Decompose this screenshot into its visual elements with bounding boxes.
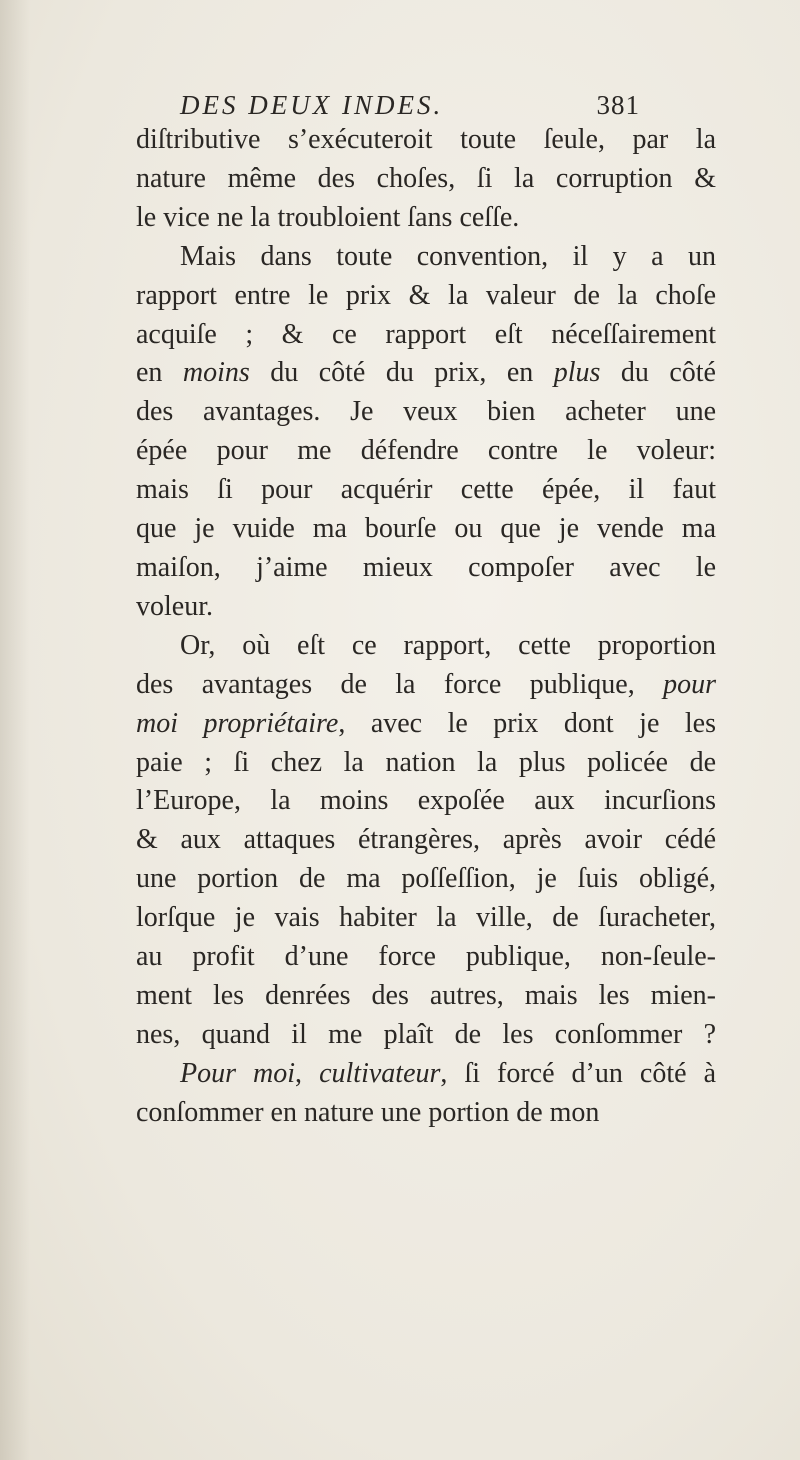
text-line: Pour moi, cultivateur, ſi forcé d’un côté à [180,1057,717,1089]
text-line: épée pour me défendre contre le voleur: [136,435,716,467]
gutter-shadow [0,0,30,1460]
text-line: mais ſi pour acquérir cette épée, il faut [136,474,716,506]
running-title: DES DEUX INDES. [180,90,444,120]
text-line: lorſque je vais habiter la ville, de ſuracheter, [136,902,716,934]
text-line: acquiſe ; & ce rapport eſt néceſſairement [136,318,716,350]
text-line: nature même des choſes, ſi la corruption & [136,162,716,194]
text-line: voleur. [136,590,213,622]
text-line: l’Europe, la moins expoſée aux incurſions [136,785,716,817]
text-line: nes, quand il me plaît de les conſommer ? [136,1018,716,1050]
text-line: en moins du côté du prix, en plus du côté [136,357,716,389]
body-text [136,121,716,1133]
text-line: moi propriétaire, avec le prix dont je les [136,707,716,739]
text-line: maiſon, j’aime mieux compoſer avec le [136,551,716,583]
text-line: Mais dans toute convention, il y a un [180,240,716,272]
text-line: diſtributive s’exécuteroit toute ſeule, par la [136,124,716,155]
text-line: des avantages de la force publique, pour [136,668,716,700]
text-line: & aux attaques étrangères, après avoir cédé [136,824,716,856]
text-line: ment les denrées des autres, mais les mien- [136,979,716,1011]
page-number: 381 [596,90,640,120]
text-line: une portion de ma poſſeſſion, je ſuis obligé, [136,863,716,895]
text-line: le vice ne la troubloient ſans ceſſe. [136,201,520,233]
text-line: au profit d’une force publique, non-ſeule- [136,941,716,973]
text-line: des avantages. Je veux bien acheter une [136,396,716,428]
text-line: rapport entre le prix & la valeur de la choſe [136,279,716,311]
text-line: conſommer en nature une portion de mon [136,1096,600,1128]
text-line: Or, où eſt ce rapport, cette proportion [180,629,716,661]
text-line: paie ; ſi chez la nation la plus policée de [136,746,716,778]
text-line: que je vuide ma bourſe ou que je vende ma [136,513,716,545]
